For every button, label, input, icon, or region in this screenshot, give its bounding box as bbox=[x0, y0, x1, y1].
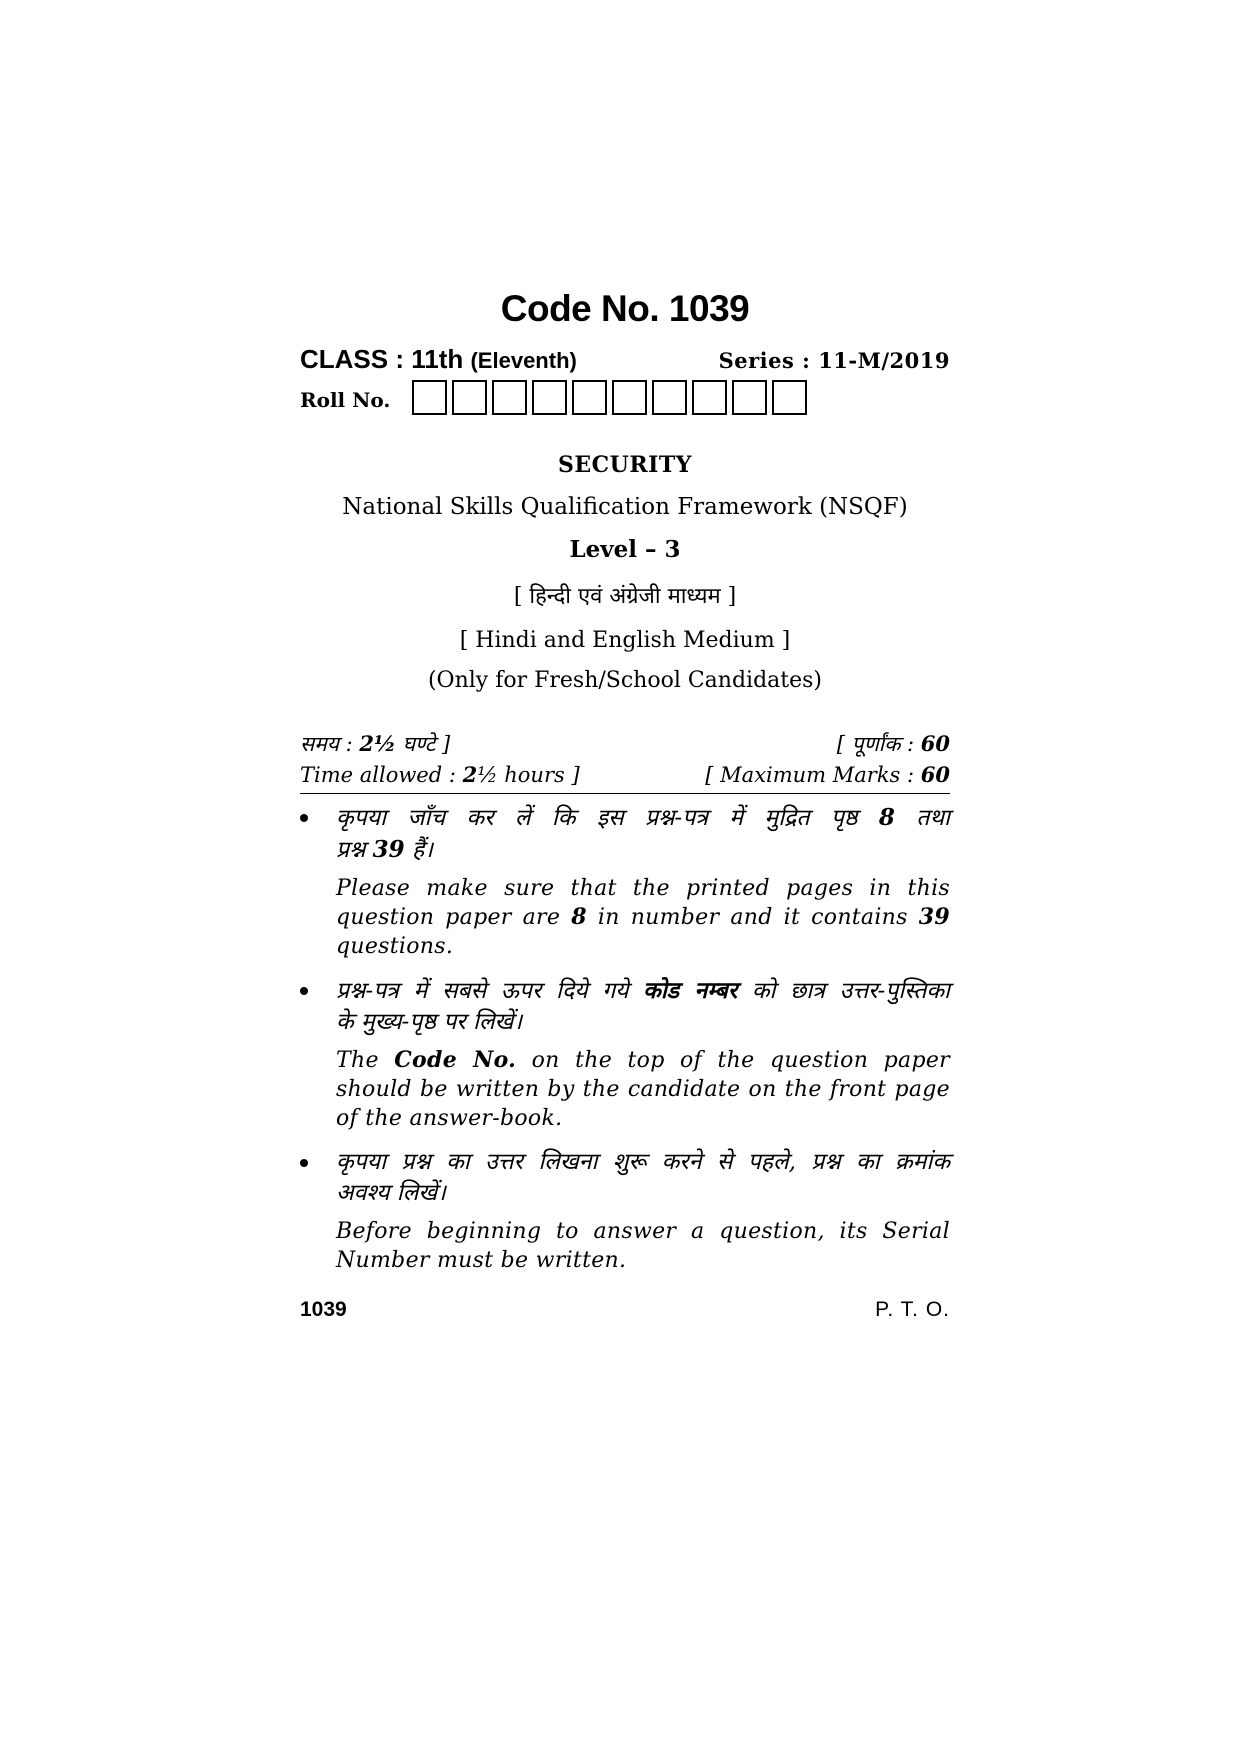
please-turn-over: P. T. O. bbox=[875, 1298, 950, 1321]
question-paper-cover bbox=[300, 0, 950, 1755]
page-footer bbox=[300, 1298, 950, 1328]
bullet-icon bbox=[300, 1159, 308, 1167]
instruction-item bbox=[300, 1147, 950, 1275]
time-allowed-hindi: समय : 2½ घण्टे ] bbox=[300, 731, 451, 756]
instruction-hindi: कृपया प्रश्न का उत्तर लिखना शुरू करने से पहले, प्रश्न का क्रमांक अवश्य लिखें। bbox=[336, 1149, 950, 1206]
roll-digit-box[interactable] bbox=[492, 380, 527, 415]
series-label: Series : 11-M/2019 bbox=[718, 348, 950, 373]
footer-code-number: 1039 bbox=[300, 1298, 347, 1321]
subject-title: SECURITY bbox=[557, 452, 692, 478]
roll-digit-box[interactable] bbox=[772, 380, 807, 415]
bullet-icon bbox=[300, 814, 308, 822]
max-marks-english: [ Maximum Marks : 60 bbox=[705, 762, 950, 787]
roll-digit-box[interactable] bbox=[732, 380, 767, 415]
instruction-english: Please make sure that the printed pages in this question paper are 8 in number and it contains 39 questions. bbox=[336, 876, 950, 959]
class-subtext: (Eleventh) bbox=[470, 348, 577, 373]
class-value: 11th bbox=[411, 344, 471, 374]
class-info bbox=[300, 344, 577, 375]
instructions-list bbox=[300, 802, 950, 1289]
max-marks-hindi: [ पूर्णांक : 60 bbox=[836, 731, 950, 756]
instruction-english: The Code No. on the top of the question paper should be written by the candidate on the front page of the answer-book. bbox=[336, 1047, 950, 1131]
instruction-hindi: कृपया जाँच कर लें कि इस प्रश्न-पत्र में मुद्रित पृष्ठ 8 तथा प्रश्न 39 हैं। bbox=[336, 804, 951, 863]
time-allowed-english: Time allowed : 2½ hours ] bbox=[300, 762, 580, 787]
roll-digit-box[interactable] bbox=[532, 380, 567, 415]
code-number-title: Code No. 1039 bbox=[500, 288, 750, 329]
bullet-icon bbox=[300, 987, 308, 995]
instruction-hindi: प्रश्न-पत्र में सबसे ऊपर दिये गये कोड नम्बर को छात्र उत्तर-पुस्तिका के मुख्य-पृष्ठ पर लिखें। bbox=[336, 977, 950, 1035]
roll-digit-box[interactable] bbox=[412, 380, 447, 415]
medium-hindi: [ हिन्दी एवं अंग्रेजी माध्यम ] bbox=[513, 584, 737, 609]
roll-number-label: Roll No. bbox=[300, 388, 391, 412]
class-label: CLASS : bbox=[300, 344, 412, 374]
class-series-row bbox=[300, 344, 950, 378]
instruction-item bbox=[300, 802, 950, 961]
roll-number-boxes bbox=[412, 380, 812, 415]
framework-name: National Skills Qualification Framework (NSQF) bbox=[342, 494, 908, 520]
roll-digit-box[interactable] bbox=[652, 380, 687, 415]
roll-digit-box[interactable] bbox=[612, 380, 647, 415]
roll-digit-box[interactable] bbox=[572, 380, 607, 415]
time-marks-english-row bbox=[300, 762, 950, 794]
instruction-english: Before beginning to answer a question, its Serial Number must be written. bbox=[336, 1219, 950, 1273]
level-label: Level – 3 bbox=[569, 536, 681, 563]
roll-digit-box[interactable] bbox=[452, 380, 487, 415]
instruction-item bbox=[300, 975, 950, 1133]
candidates-note: (Only for Fresh/School Candidates) bbox=[427, 668, 823, 693]
roll-digit-box[interactable] bbox=[692, 380, 727, 415]
medium-english: [ Hindi and English Medium ] bbox=[459, 628, 791, 653]
